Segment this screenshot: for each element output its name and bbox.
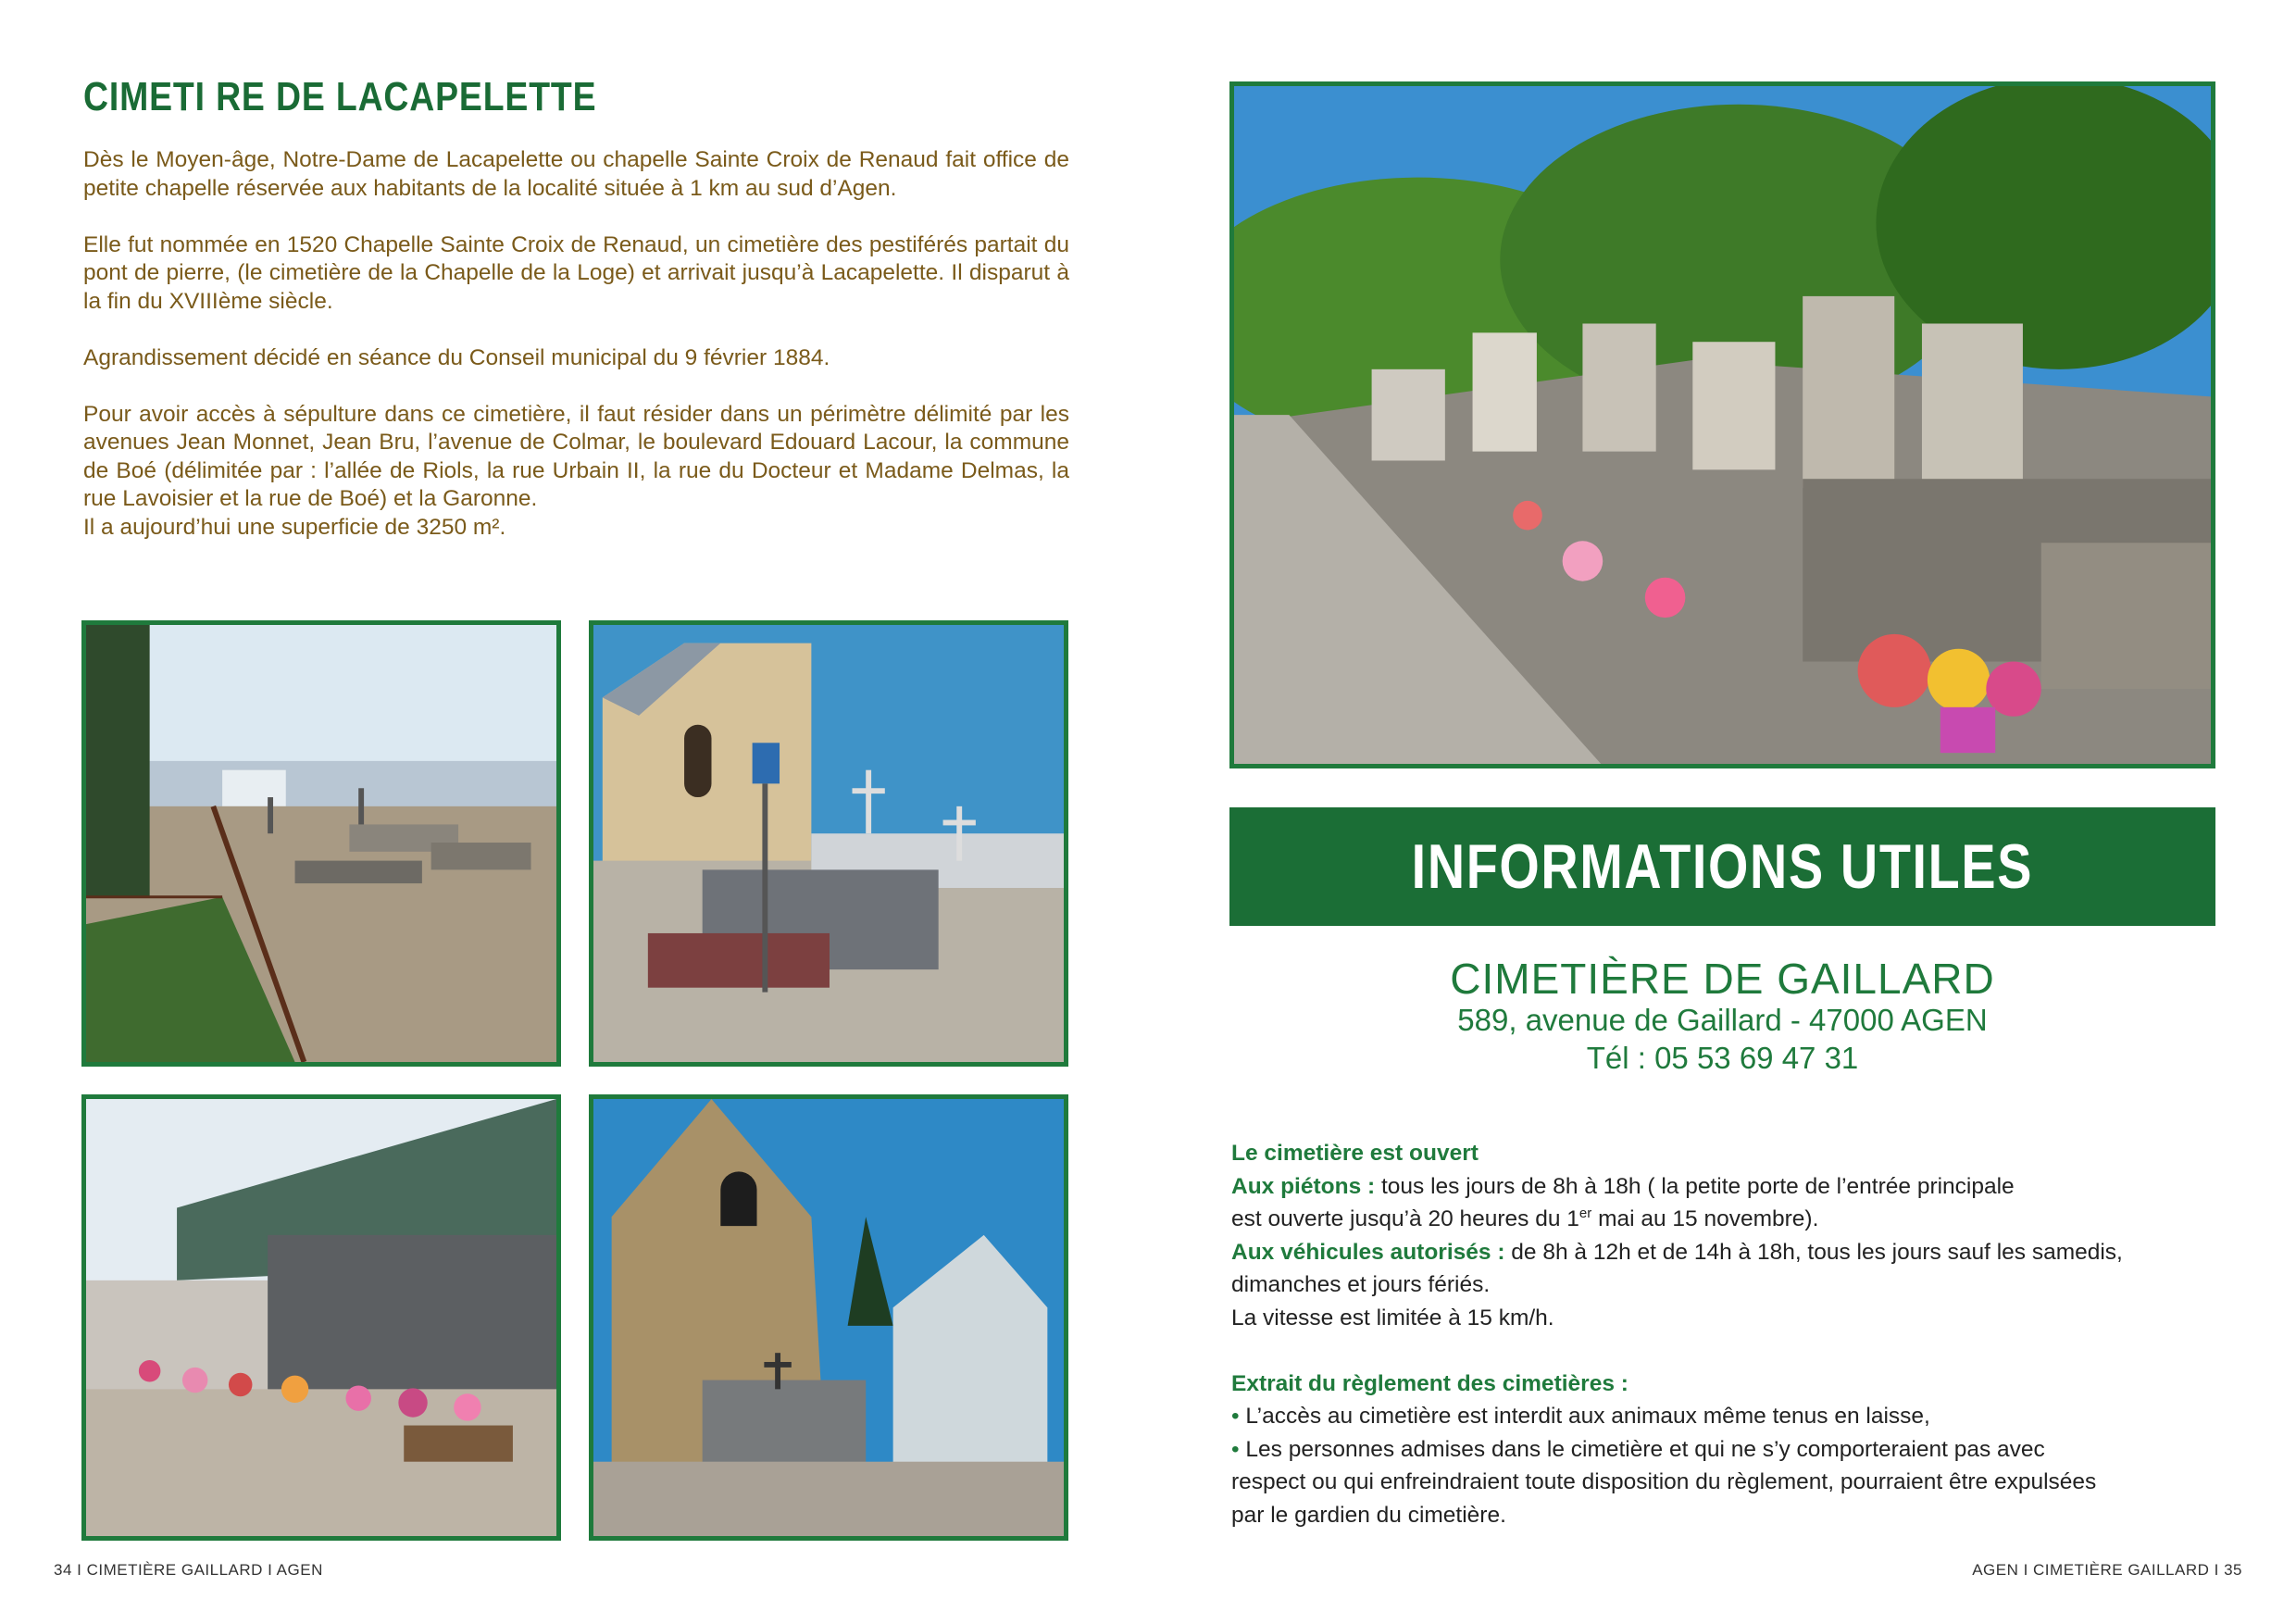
vehicles-line <box>1231 1236 2213 1269</box>
rule-item-2-line-3: par le gardien du cimetière. <box>1231 1502 1506 1528</box>
vehicles-line-2: dimanches et jours fériés. <box>1231 1272 1491 1297</box>
photo-cemetery-fence <box>81 620 561 1067</box>
cemetery-phone: Tél : 05 53 69 47 31 <box>1586 1041 1859 1075</box>
bullet-icon: • <box>1231 1404 1240 1429</box>
rule-item-1-text: L’accès au cimetière est interdit aux animaux même tenus en laisse, <box>1239 1404 1930 1429</box>
rule-item-2-line-2: respect ou qui enfreindraient toute disposition du règlement, pourraient être expulsées <box>1231 1469 2097 1494</box>
right-page <box>1148 0 2296 1624</box>
rule-item-2 <box>1231 1433 2213 1467</box>
spacer <box>1231 1334 2213 1368</box>
rule-item-2-text-a: Les personnes admises dans le cimetière et qui ne s’y comporteraient pas avec <box>1239 1436 2045 1462</box>
info-banner <box>1229 807 2215 926</box>
history-text <box>83 146 1069 542</box>
opening-heading: Le cimetière est ouvert <box>1231 1141 1479 1166</box>
cemetery-address: 589, avenue de Gaillard - 47000 AGEN <box>1457 1003 1988 1037</box>
superscript-er: er <box>1578 1205 1592 1221</box>
bullet-icon: • <box>1231 1436 1240 1462</box>
photo-vaults-flowers <box>81 1094 561 1541</box>
pedestrians-text-2a: est ouverte jusqu’à 20 heures du 1 <box>1231 1206 1579 1231</box>
vehicles-text: de 8h à 12h et de 14h à 18h, tous les jours sauf les samedis, <box>1504 1239 2123 1265</box>
pedestrians-label: Aux piétons : <box>1231 1173 1376 1199</box>
photo-cemetery-gaillard <box>1229 81 2215 768</box>
pedestrians-line-2 <box>1231 1203 2213 1236</box>
paragraph-5: Il a aujourd’hui une superficie de 3250 m². <box>83 514 506 540</box>
paragraph-4: Pour avoir accès à sépulture dans ce cimetière, il faut résider dans un périmètre délimité par les avenues Jean Monnet, Jean Bru, l’avenue de Colmar, le boulevard Edouard Lacour, la commune de Boé (délimitée par : l’allée de Riols, la rue Urbain II, la rue du Docteur et Madame Delmas, la rue Lavoisier et la rue de Boé) et la Garonne. <box>83 401 1069 511</box>
photo-chapel-sign <box>589 620 1068 1067</box>
pedestrians-text: tous les jours de 8h à 18h ( la petite porte de l’entrée principale <box>1375 1173 2015 1199</box>
photo-old-chapel <box>589 1094 1068 1541</box>
page-footer-left: 34 I CIMETIÈRE GAILLARD I AGEN <box>54 1561 323 1579</box>
rules-heading: Extrait du règlement des cimetières : <box>1231 1370 1628 1396</box>
speed-limit: La vitesse est limitée à 15 km/h. <box>1231 1305 1554 1330</box>
rule-item-1 <box>1231 1400 2213 1433</box>
paragraph-2: Elle fut nommée en 1520 Chapelle Sainte Croix de Renaud, un cimetière des pestiférés partait du pont de pierre, (le cimetière de la Chapelle de la Loge) et arrivait jusqu’à Lacapelette. Il disparut à la fin du XVIIIème siècle. <box>83 231 1069 314</box>
practical-info <box>1231 1137 2213 1531</box>
section-title: CIMETI RE DE LACAPELETTE <box>83 74 597 119</box>
page-footer-right: AGEN I CIMETIÈRE GAILLARD I 35 <box>1972 1561 2242 1579</box>
banner-title: INFORMATIONS UTILES <box>1411 831 2034 902</box>
cemetery-name: CIMETIÈRE DE GAILLARD <box>1450 955 1995 1003</box>
pedestrians-line <box>1231 1170 2213 1204</box>
pedestrians-text-2b: mai au 15 novembre). <box>1591 1206 1819 1231</box>
paragraph-1: Dès le Moyen-âge, Notre-Dame de Lacapelette ou chapelle Sainte Croix de Renaud fait office de petite chapelle réservée aux habitants de la localité située à 1 km au sud d’Agen. <box>83 147 1069 201</box>
vehicles-label: Aux véhicules autorisés : <box>1231 1239 1505 1265</box>
paragraph-3: Agrandissement décidé en séance du Conseil municipal du 9 février 1884. <box>83 344 830 370</box>
